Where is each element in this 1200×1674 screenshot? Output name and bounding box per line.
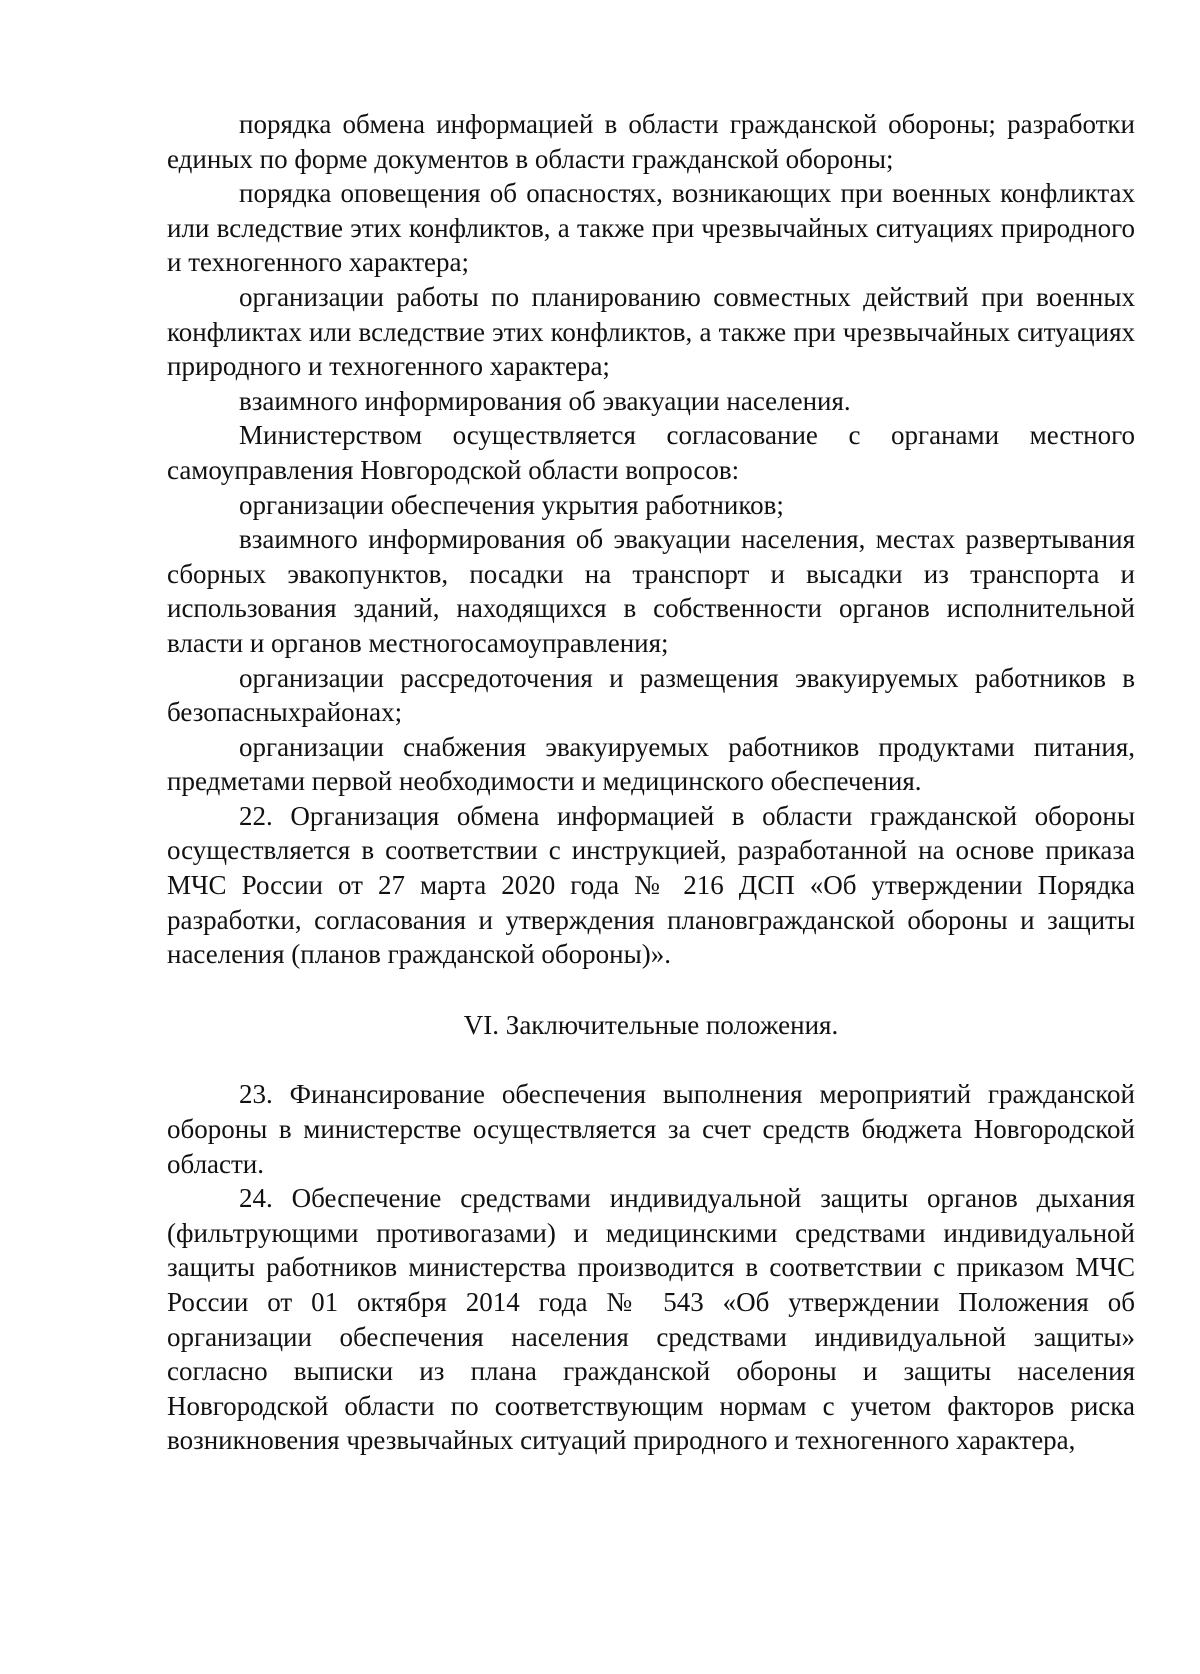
document-text [167, 107, 1135, 1458]
paragraph: организации работы по планированию совместных действий при военных конфликтах или вследствие этих конфликтов, а также при чрезвычайных ситуациях природного и техногенного характера; [167, 281, 1135, 382]
paragraph: 23. Финансирование обеспечения выполнения мероприятий гражданской обороны в министерстве осуществляется за счет средств бюджета Новгородской области. [167, 1079, 1135, 1179]
paragraph: порядка оповещения об опасностях, возникающих при военных конфликтах или вследствие этих конфликтов, а также при чрезвычайных ситуациях природного и техногенного характера; [167, 178, 1135, 278]
paragraph: организации снабжения эвакуируемых работников продуктами питания, предметами первой необходимости и медицинского обеспечения. [167, 731, 1135, 797]
paragraph: порядка обмена информацией в области гражданской обороны; разработки единых по форме документов в области гражданской обороны; [167, 109, 1135, 174]
section-heading: VI. Заключительные положения. [463, 1009, 839, 1040]
paragraph: 22. Организация обмена информацией в области гражданской обороны осуществляется в соответствии с инструкцией, разработанной на основе приказа МЧС России от 27 марта 2020 года № 216 ДСП «Об утверждении Порядка разработки, согласования и утверждения плановгражданской обороны и защиты населения (планов гражданской обороны)». [167, 800, 1135, 970]
paragraph: Министерством осуществляется согласование с органами местного самоуправления Новгородской области вопросов: [167, 420, 1135, 485]
paragraph: взаимного информирования об эвакуации населения. [239, 385, 851, 416]
paragraph: организации обеспечения укрытия работников; [239, 489, 784, 520]
paragraph: 24. Обеспечение средствами индивидуальной защиты органов дыхания (фильтрующими противогазами) и медицинскими средствами индивидуальной защиты работников министерства производится в соответствии с приказом МЧС России от 01 октября 2014 года № 543 «Об утверждении Положения об организации обеспечения населения средствами индивидуальной защиты» согласно выписки из плана гражданской обороны и защиты населения Новгородской области по соответствующим нормам с учетом факторов риска возникновения чрезвычайных ситуаций природного и техногенного характера, [167, 1183, 1135, 1456]
paragraph: взаимного информирования об эвакуации населения, местах развертывания сборных эвакопунктов, посадки на транспорт и высадки из транспорта и использования зданий, находящихся в собственности органов исполнительной власти и органов местногосамоуправления; [167, 524, 1135, 658]
paragraph: организации рассредоточения и размещения эвакуируемых работников в безопасныхрайонах; [167, 662, 1135, 728]
